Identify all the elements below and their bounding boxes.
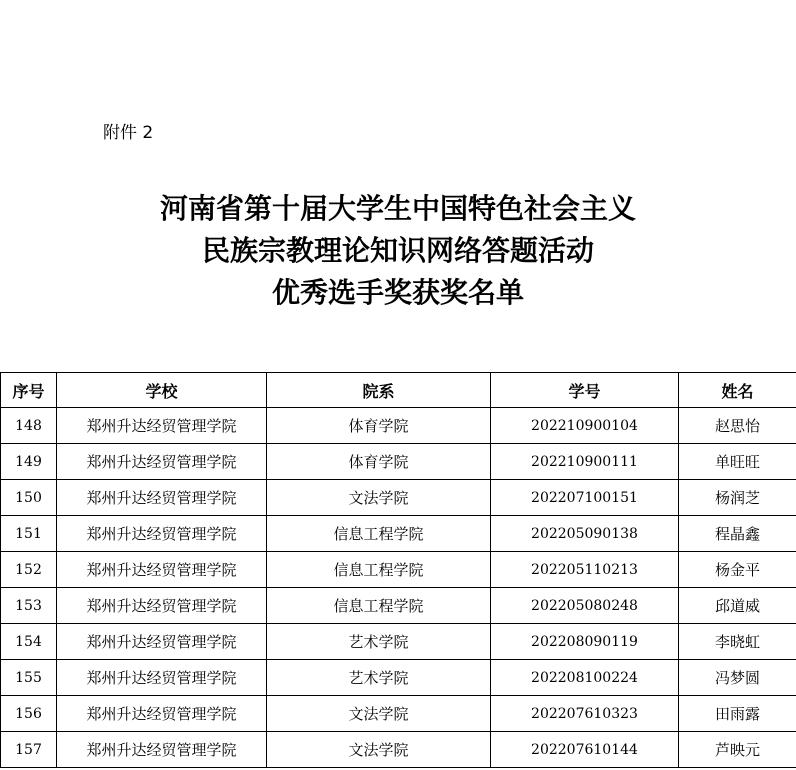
- cell-index: 148: [1, 408, 57, 444]
- cell-student-id: 202208090119: [491, 624, 679, 660]
- cell-school: 郑州升达经贸管理学院: [57, 444, 267, 480]
- cell-department: 艺术学院: [267, 624, 491, 660]
- table-row: [1, 444, 796, 480]
- cell-department: 信息工程学院: [267, 516, 491, 552]
- cell-index: 154: [1, 624, 57, 660]
- cell-name: 单旺旺: [679, 444, 796, 480]
- cell-name: 杨润芝: [679, 480, 796, 516]
- cell-name: 李晓虹: [679, 624, 796, 660]
- attachment-label: 附件 2: [103, 123, 154, 143]
- table-row: [1, 516, 796, 552]
- table-row: [1, 552, 796, 588]
- title-line-3: 优秀选手奖获奖名单: [271, 276, 524, 309]
- cell-department: 体育学院: [267, 408, 491, 444]
- cell-name: 赵思怡: [679, 408, 796, 444]
- cell-index: 150: [1, 480, 57, 516]
- cell-school: 郑州升达经贸管理学院: [57, 732, 267, 768]
- header-department: 院系: [267, 373, 491, 408]
- cell-name: 田雨露: [679, 696, 796, 732]
- cell-school: 郑州升达经贸管理学院: [57, 408, 267, 444]
- cell-school: 郑州升达经贸管理学院: [57, 588, 267, 624]
- award-table: [0, 372, 796, 768]
- cell-department: 体育学院: [267, 444, 491, 480]
- header-student-id: 学号: [491, 373, 679, 408]
- table-header-row: [1, 373, 796, 408]
- cell-student-id: 202208100224: [491, 660, 679, 696]
- cell-student-id: 202207610144: [491, 732, 679, 768]
- cell-department: 艺术学院: [267, 660, 491, 696]
- cell-department: 文法学院: [267, 480, 491, 516]
- table-row: [1, 588, 796, 624]
- cell-student-id: 202210900104: [491, 408, 679, 444]
- cell-index: 155: [1, 660, 57, 696]
- cell-name: 冯梦圆: [679, 660, 796, 696]
- table-row: [1, 696, 796, 732]
- table-row: [1, 408, 796, 444]
- cell-student-id: 202205080248: [491, 588, 679, 624]
- cell-index: 157: [1, 732, 57, 768]
- cell-index: 152: [1, 552, 57, 588]
- cell-name: 程晶鑫: [679, 516, 796, 552]
- title-line-2: 民族宗教理论知识网络答题活动: [201, 234, 594, 267]
- cell-index: 151: [1, 516, 57, 552]
- cell-name: 邱道威: [679, 588, 796, 624]
- cell-name: 杨金平: [679, 552, 796, 588]
- cell-index: 153: [1, 588, 57, 624]
- cell-school: 郑州升达经贸管理学院: [57, 696, 267, 732]
- cell-school: 郑州升达经贸管理学院: [57, 480, 267, 516]
- cell-student-id: 202210900111: [491, 444, 679, 480]
- cell-department: 信息工程学院: [267, 552, 491, 588]
- cell-name: 芦映元: [679, 732, 796, 768]
- cell-student-id: 202205090138: [491, 516, 679, 552]
- header-school: 学校: [57, 373, 267, 408]
- cell-department: 文法学院: [267, 696, 491, 732]
- cell-student-id: 202205110213: [491, 552, 679, 588]
- cell-school: 郑州升达经贸管理学院: [57, 516, 267, 552]
- table-row: [1, 480, 796, 516]
- document-title: [0, 188, 796, 314]
- cell-department: 文法学院: [267, 732, 491, 768]
- cell-index: 149: [1, 444, 57, 480]
- cell-school: 郑州升达经贸管理学院: [57, 660, 267, 696]
- cell-student-id: 202207100151: [491, 480, 679, 516]
- table-body: [1, 408, 796, 768]
- table-row: [1, 624, 796, 660]
- table-row: [1, 732, 796, 768]
- cell-school: 郑州升达经贸管理学院: [57, 624, 267, 660]
- table-row: [1, 660, 796, 696]
- cell-index: 156: [1, 696, 57, 732]
- title-line-1: 河南省第十届大学生中国特色社会主义: [159, 192, 636, 225]
- cell-department: 信息工程学院: [267, 588, 491, 624]
- cell-school: 郑州升达经贸管理学院: [57, 552, 267, 588]
- header-index: 序号: [1, 373, 57, 408]
- header-name: 姓名: [679, 373, 796, 408]
- cell-student-id: 202207610323: [491, 696, 679, 732]
